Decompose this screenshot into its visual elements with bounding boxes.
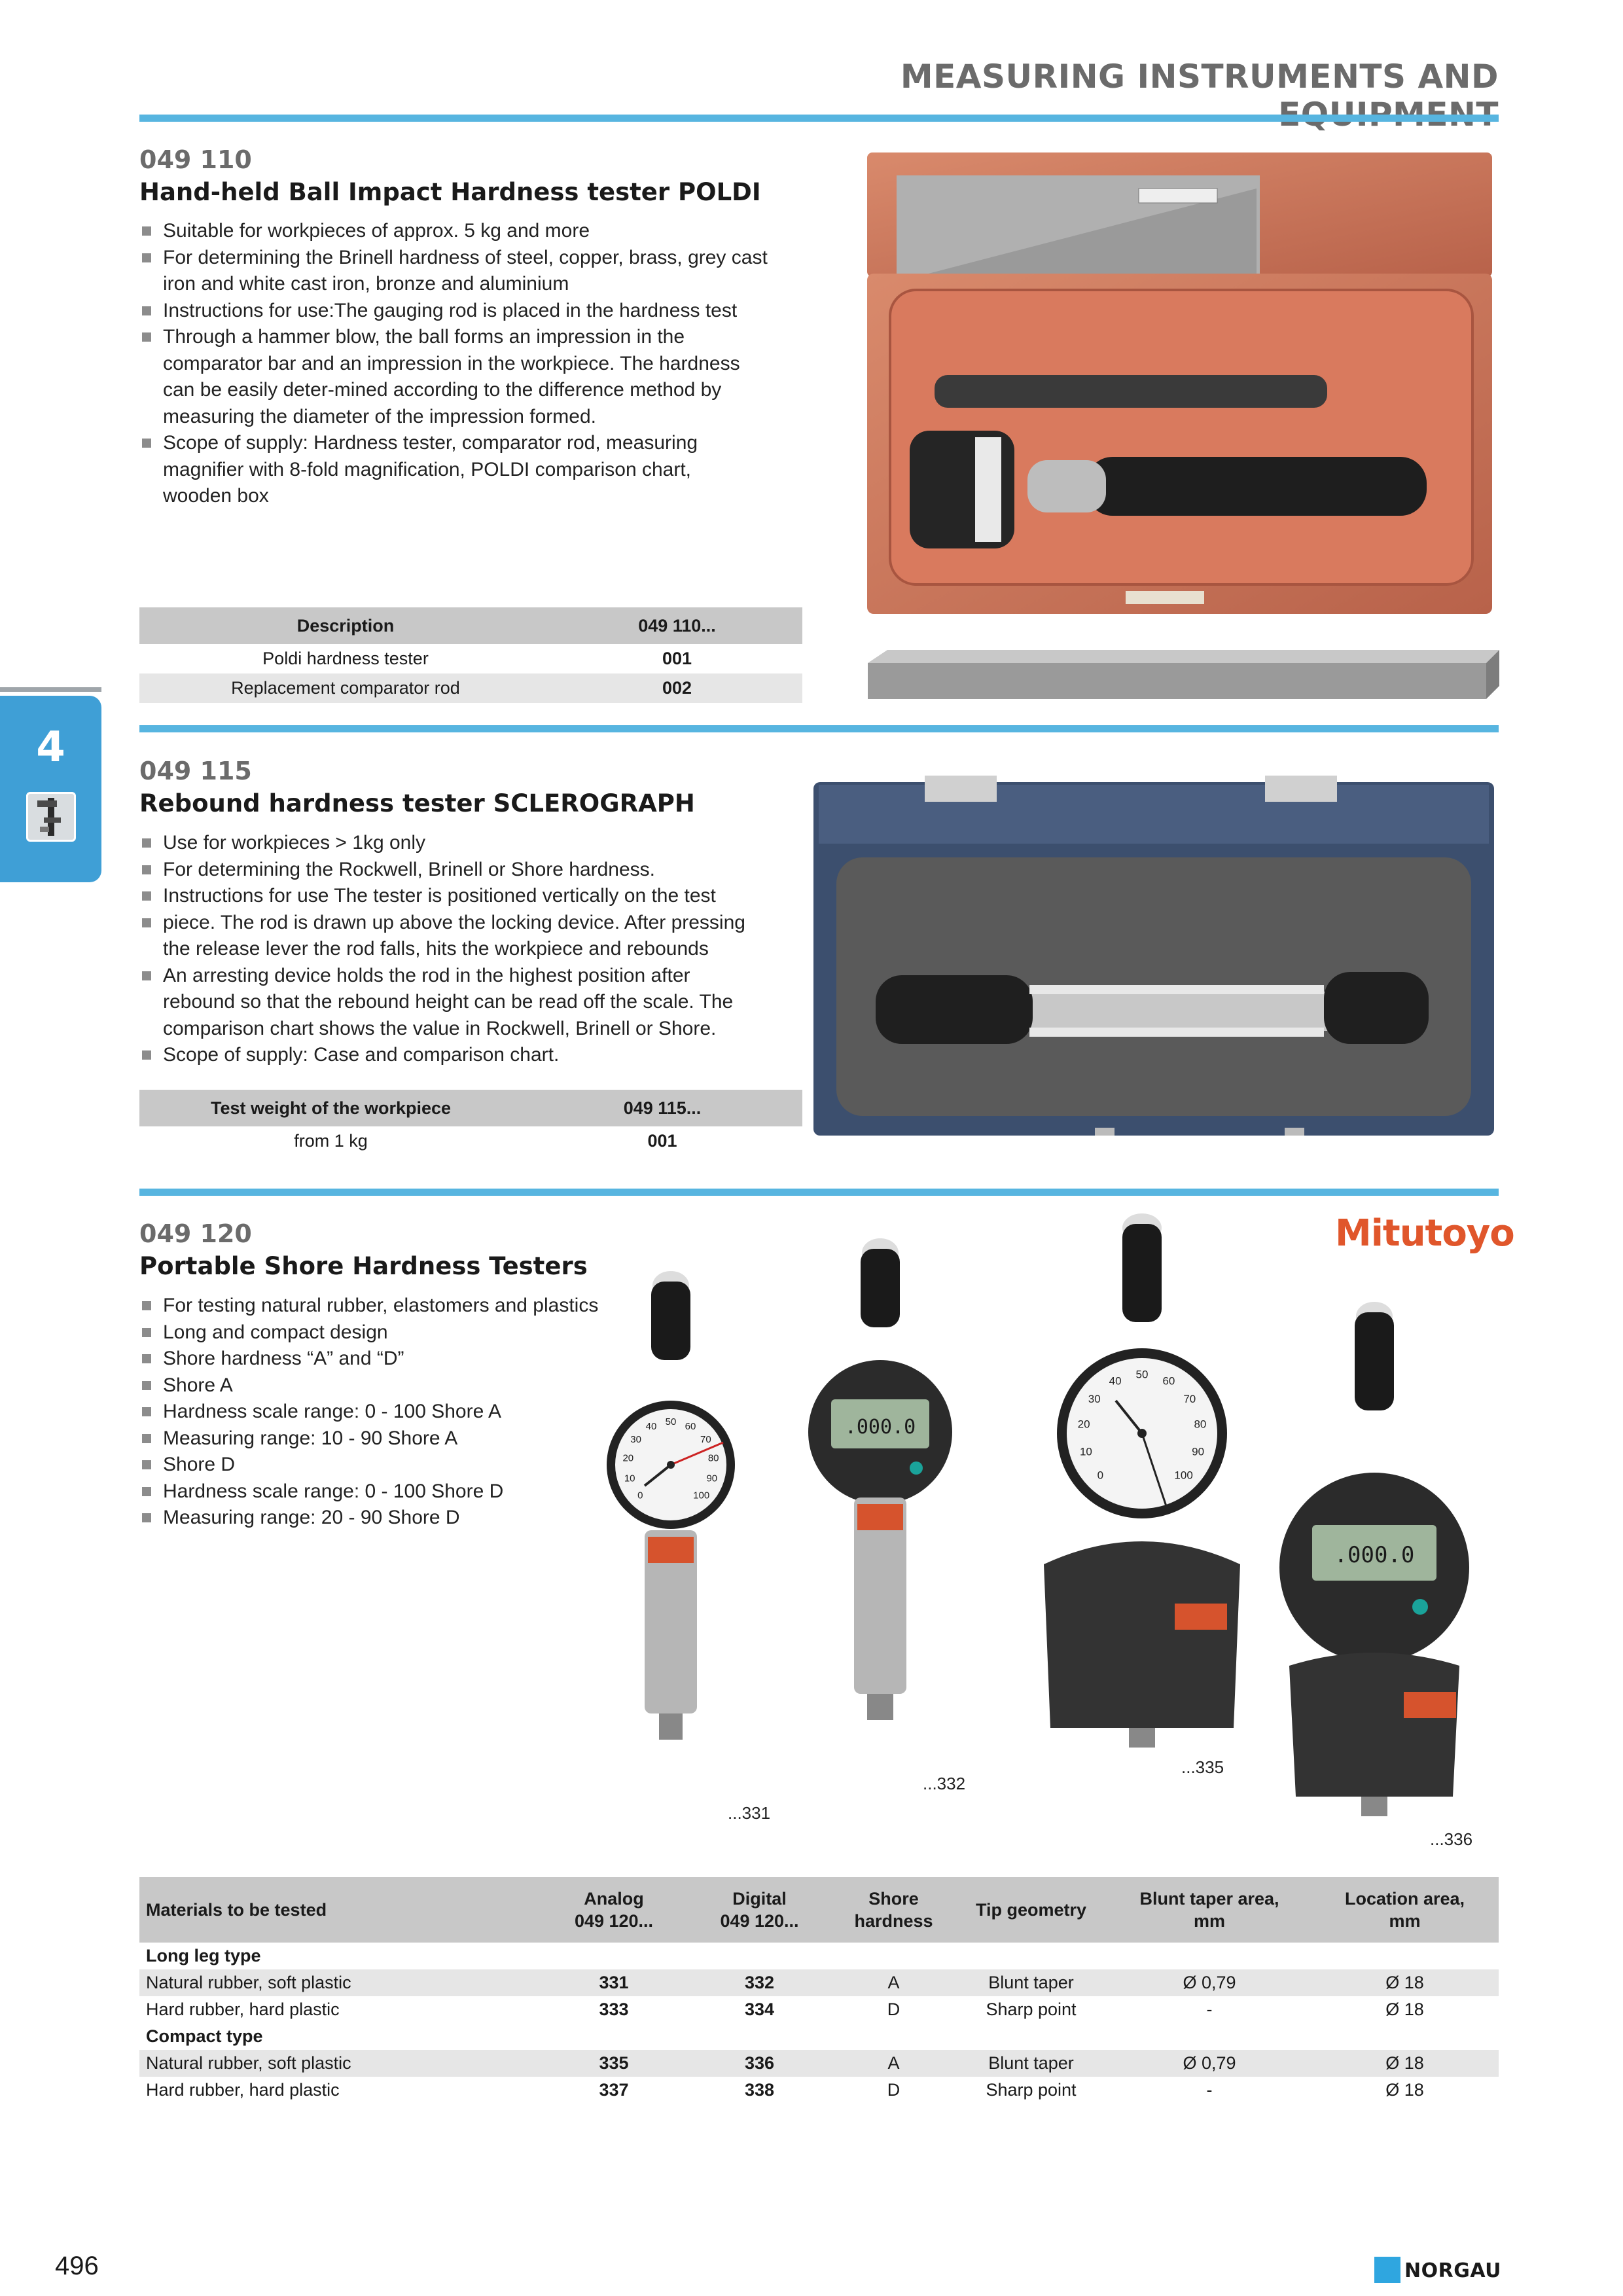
mitutoyo-logo: Mitutoyo xyxy=(1335,1212,1514,1255)
feature-item xyxy=(139,1426,598,1452)
table-cell: A xyxy=(833,1969,954,1996)
table-cell: Ø 0,79 xyxy=(1108,2050,1311,2077)
table-cell: 337 xyxy=(599,2080,629,2100)
feature-list xyxy=(139,1293,598,1532)
feature-item xyxy=(139,1319,598,1346)
table-header xyxy=(833,1877,954,1943)
feature-line: Scope of supply: Hardness tester, comparator rod, measuring xyxy=(163,432,698,454)
dial-tick-label: 60 xyxy=(1162,1374,1175,1388)
digital-long-tester-image xyxy=(802,1236,959,1779)
table-cell: Blunt taper xyxy=(954,1969,1108,1996)
feature-item xyxy=(139,1042,745,1069)
analog-long-tester-image xyxy=(605,1268,736,1812)
dial-tick-label: 0 xyxy=(637,1490,643,1501)
sclerograph-case-image xyxy=(813,769,1494,1139)
feature-line: Through a hammer blow, the ball forms an impression in the xyxy=(163,326,685,348)
dial-tick-label: 20 xyxy=(1077,1418,1090,1431)
feature-item xyxy=(139,963,745,1043)
feature-item xyxy=(139,1452,598,1479)
table-row xyxy=(139,1996,1499,2023)
feature-line: Use for workpieces > 1kg only xyxy=(163,832,426,853)
table-header-line: Tip geometry xyxy=(975,1900,1087,1920)
table-cell: 333 xyxy=(599,2000,629,2019)
feature-line: Scope of supply: Case and comparison chart. xyxy=(163,1044,560,1066)
dial-tick-label: 70 xyxy=(700,1434,711,1446)
table-cell: Ø 18 xyxy=(1311,2050,1499,2077)
feature-list xyxy=(139,218,768,510)
table-cell: 001 xyxy=(662,649,692,668)
spec-table xyxy=(139,1090,802,1156)
table-cell: Sharp point xyxy=(986,2000,1077,2019)
feature-item xyxy=(139,1346,598,1372)
table-header-line: mm xyxy=(1389,1911,1421,1931)
product-number: 049 110 xyxy=(139,145,252,174)
table-cell: Poldi hardness tester xyxy=(262,649,429,668)
table-header-line: Blunt taper area, xyxy=(1139,1889,1279,1909)
table-cell: Hard rubber, hard plastic xyxy=(146,2000,340,2019)
product-number: 049 115 xyxy=(139,757,252,785)
dial-tick-label: 80 xyxy=(1194,1418,1207,1431)
feature-line: Hardness scale range: 0 - 100 Shore D xyxy=(163,1480,504,1502)
feature-line: measuring the diameter of the impression formed. xyxy=(163,405,596,427)
table-cell: - xyxy=(1206,2000,1213,2019)
analog-compact-tester-image xyxy=(1034,1211,1250,1754)
feature-item xyxy=(139,1505,598,1532)
table-header-line: 049 120... xyxy=(720,1911,799,1931)
model-caption: ...335 xyxy=(1181,1757,1224,1777)
table-cell: 336 xyxy=(686,2050,833,2077)
feature-line: An arresting device holds the rod in the highest position after xyxy=(163,964,690,986)
table-group-label: Compact type xyxy=(146,2026,263,2046)
table-header-line: 049 120... xyxy=(574,1911,654,1931)
dial-tick-label: 80 xyxy=(707,1452,719,1464)
table-cell: Natural rubber, soft plastic xyxy=(139,2050,542,2077)
feature-line: Hardness scale range: 0 - 100 Shore A xyxy=(163,1401,501,1422)
feature-line: piece. The rod is drawn up above the locking device. After pressing xyxy=(163,911,745,933)
brand-square-icon xyxy=(1374,2257,1400,2283)
feature-line: magnifier with 8-fold magnification, POLDI comparison chart, xyxy=(163,458,692,480)
feature-item xyxy=(139,1479,598,1505)
dial-tick-label: 90 xyxy=(1192,1445,1205,1458)
table-cell: 338 xyxy=(744,2080,775,2100)
model-caption: ...332 xyxy=(923,1774,966,1793)
table-header: Test weight of the workpiece xyxy=(139,1090,522,1126)
table-header xyxy=(686,1877,833,1943)
feature-item xyxy=(139,245,768,298)
table-cell: Ø 0,79 xyxy=(1108,1969,1311,1996)
table-cell: Replacement comparator rod xyxy=(139,673,552,703)
feature-line: Measuring range: 20 - 90 Shore D xyxy=(163,1507,460,1528)
feature-line: comparator bar and an impression in the workpiece. The hardness xyxy=(163,352,740,374)
feature-line: For testing natural rubber, elastomers and plastics xyxy=(163,1295,599,1316)
table-cell: Hard rubber, hard plastic xyxy=(146,2080,340,2100)
table-header: 049 110... xyxy=(552,607,802,644)
table-cell: Natural rubber, soft plastic xyxy=(139,1969,542,1996)
feature-item xyxy=(139,324,768,430)
dial-tick-label: 10 xyxy=(624,1473,635,1484)
table-cell: Sharp point xyxy=(986,2080,1077,2100)
product-title: Portable Shore Hardness Testers xyxy=(139,1252,588,1280)
table-row xyxy=(139,1969,1499,1996)
chapter-number: 4 xyxy=(36,723,65,772)
table-header-line: Shore xyxy=(868,1889,919,1909)
feature-item xyxy=(139,218,768,245)
feature-line: Shore D xyxy=(163,1454,236,1475)
comparator-rod-image xyxy=(868,650,1499,702)
feature-line: Shore A xyxy=(163,1374,233,1396)
table-header xyxy=(1311,1877,1499,1943)
product-title: Hand-held Ball Impact Hardness tester POLDI xyxy=(139,178,761,206)
dial-tick-label: 70 xyxy=(1183,1392,1196,1405)
caliper-icon xyxy=(26,792,76,842)
table-cell: - xyxy=(1206,2080,1213,2100)
table-cell: 332 xyxy=(686,1969,833,1996)
table-row xyxy=(139,2077,1499,2104)
table-cell: D xyxy=(887,2080,901,2100)
table-header-line: mm xyxy=(1193,1911,1225,1931)
feature-line: For determining the Rockwell, Brinell or Shore hardness. xyxy=(163,858,656,880)
table-header-line: Digital xyxy=(732,1889,787,1909)
dial-tick-label: 60 xyxy=(685,1421,696,1433)
lcd-readout: .000.0 xyxy=(1334,1542,1415,1568)
table-group-label: Long leg type xyxy=(146,1946,261,1965)
model-caption: ...331 xyxy=(728,1803,771,1823)
feature-line: Suitable for workpieces of approx. 5 kg and more xyxy=(163,220,590,242)
feature-line: Measuring range: 10 - 90 Shore A xyxy=(163,1427,458,1449)
page-number: 496 xyxy=(55,2251,99,2280)
table-header: Description xyxy=(139,607,552,644)
dial-tick-label: 90 xyxy=(706,1473,718,1484)
table-header xyxy=(1108,1877,1311,1943)
table-header: 049 115... xyxy=(522,1090,802,1126)
dial-tick-label: 40 xyxy=(1109,1374,1122,1388)
feature-item xyxy=(139,1293,598,1319)
feature-list xyxy=(139,830,745,1069)
table-header-line: Materials to be tested xyxy=(146,1900,327,1920)
dial-tick-label: 30 xyxy=(1088,1392,1101,1405)
feature-item xyxy=(139,298,768,325)
table-header-line: Analog xyxy=(584,1889,644,1909)
feature-item xyxy=(139,883,745,910)
table-header xyxy=(542,1877,686,1943)
feature-line: For determining the Brinell hardness of steel, copper, brass, grey cast xyxy=(163,246,768,268)
dial-tick-label: 10 xyxy=(1079,1445,1092,1458)
table-cell: D xyxy=(887,2000,901,2019)
dial-tick-label: 20 xyxy=(622,1452,634,1464)
poldi-case-image xyxy=(864,149,1499,624)
feature-item xyxy=(139,1372,598,1399)
feature-item xyxy=(139,857,745,884)
feature-item xyxy=(139,1399,598,1426)
dial-tick-label: 30 xyxy=(630,1434,641,1446)
lcd-readout: .000.0 xyxy=(844,1416,916,1439)
feature-line: iron and white cast iron, bronze and aluminium xyxy=(163,273,569,295)
side-tab-divider xyxy=(0,687,101,692)
brand-name: NORGAU xyxy=(1404,2259,1501,2282)
feature-line: Instructions for use:The gauging rod is placed in the hardness test xyxy=(163,299,738,321)
table-header-line: hardness xyxy=(854,1911,933,1931)
section-rule xyxy=(139,725,1499,732)
table-cell: from 1 kg xyxy=(294,1131,368,1151)
table-header-line: Location area, xyxy=(1344,1889,1465,1909)
product-title: Rebound hardness tester SCLEROGRAPH xyxy=(139,789,695,817)
table-row xyxy=(139,2050,1499,2077)
page-header-title: MEASURING INSTRUMENTS AND xyxy=(900,58,1499,96)
table-cell: Ø 18 xyxy=(1385,2000,1424,2019)
feature-line: Long and compact design xyxy=(163,1321,388,1343)
dial-tick-label: 100 xyxy=(693,1490,710,1501)
feature-line: the release lever the rod falls, hits the workpiece and rebounds xyxy=(163,938,709,960)
feature-line: comparison chart shows the value in Rockwell, Brinell or Shore. xyxy=(163,1017,717,1039)
digital-compact-tester-image xyxy=(1276,1299,1472,1836)
dial-tick-label: 100 xyxy=(1174,1469,1193,1482)
feature-line: Instructions for use The tester is positioned vertically on the test xyxy=(163,885,716,906)
feature-line: wooden box xyxy=(163,485,269,507)
dial-tick-label: 0 xyxy=(1097,1469,1104,1482)
table-cell: Ø 18 xyxy=(1311,1969,1499,1996)
feature-line: can be easily deter-mined according to the difference method by xyxy=(163,379,722,401)
spec-table xyxy=(139,607,802,703)
section-rule xyxy=(139,1189,1499,1196)
table-header xyxy=(139,1877,542,1943)
table-cell: Blunt taper xyxy=(954,2050,1108,2077)
section-rule xyxy=(139,115,1499,122)
table-cell: 335 xyxy=(542,2050,686,2077)
table-cell: 331 xyxy=(542,1969,686,1996)
table-cell: 001 xyxy=(647,1131,677,1151)
table-header xyxy=(954,1877,1108,1943)
model-caption: ...336 xyxy=(1430,1829,1473,1849)
table-cell: 002 xyxy=(552,673,802,703)
feature-line: Shore hardness “A” and “D” xyxy=(163,1348,404,1369)
feature-item xyxy=(139,430,768,510)
dial-tick-label: 50 xyxy=(665,1416,677,1427)
table-cell: 334 xyxy=(744,2000,775,2019)
dial-tick-label: 40 xyxy=(645,1421,657,1433)
feature-item xyxy=(139,910,745,963)
dial-tick-label: 50 xyxy=(1135,1368,1149,1381)
shore-tester-table xyxy=(139,1877,1499,2104)
feature-line: rebound so that the rebound height can be read off the scale. The xyxy=(163,991,734,1013)
table-cell: Ø 18 xyxy=(1385,2080,1424,2100)
feature-item xyxy=(139,830,745,857)
product-number: 049 120 xyxy=(139,1219,252,1248)
table-cell: A xyxy=(833,2050,954,2077)
